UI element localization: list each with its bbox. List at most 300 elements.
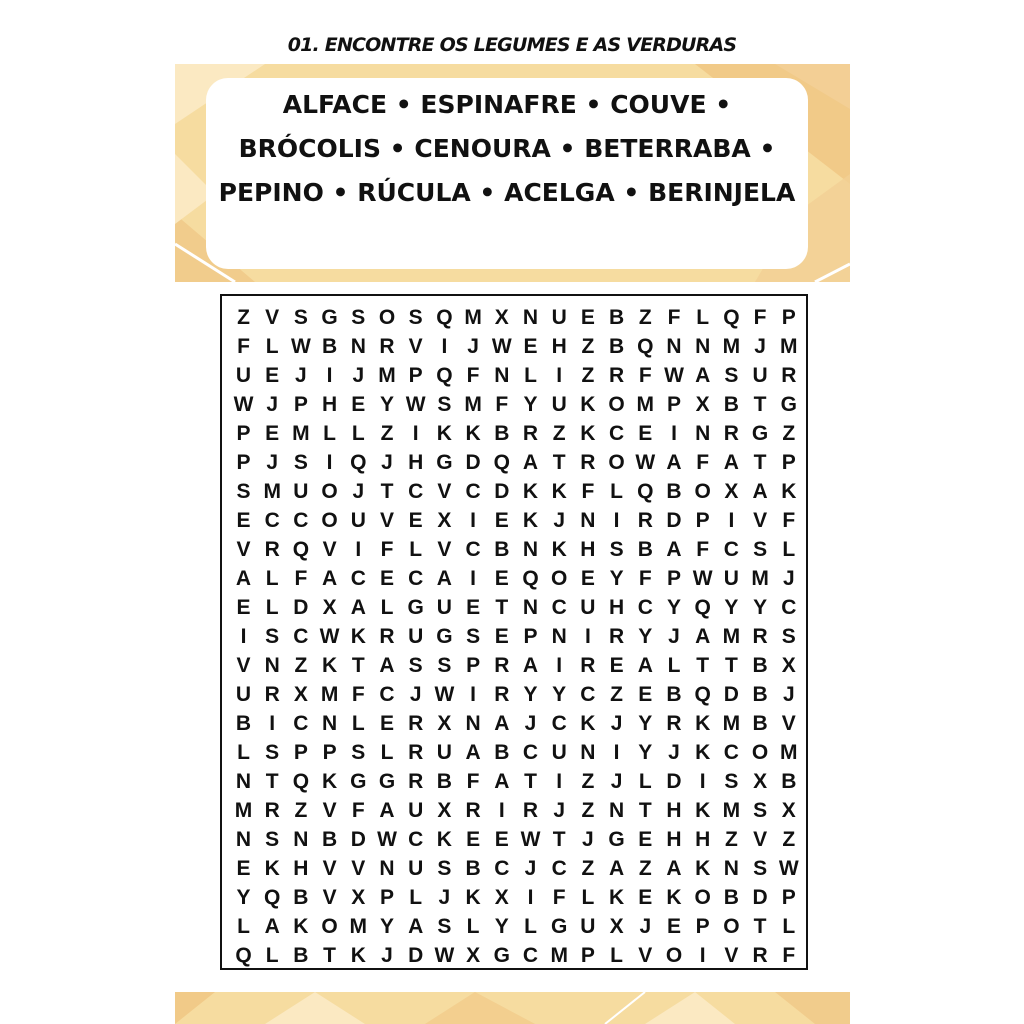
grid-letter[interactable]: R (609, 364, 625, 387)
grid-letter[interactable]: Y (523, 683, 538, 706)
grid-letter[interactable]: I (470, 509, 477, 532)
grid-letter[interactable]: T (380, 480, 394, 503)
grid-letter[interactable]: M (550, 944, 568, 967)
grid-letter[interactable]: T (724, 654, 738, 677)
grid-letter[interactable]: S (351, 741, 366, 764)
grid-letter[interactable]: X (293, 683, 308, 706)
grid-letter[interactable]: V (236, 538, 251, 561)
grid-letter[interactable]: U (408, 857, 424, 880)
grid-letter[interactable]: J (352, 480, 365, 503)
grid-letter[interactable]: W (491, 335, 512, 358)
grid-letter[interactable]: F (782, 509, 796, 532)
grid-letter[interactable]: E (580, 306, 595, 329)
grid-letter[interactable]: N (580, 509, 596, 532)
grid-letter[interactable]: J (524, 857, 537, 880)
grid-letter[interactable]: L (380, 741, 394, 764)
grid-letter[interactable]: S (753, 799, 768, 822)
grid-letter[interactable]: S (781, 625, 796, 648)
grid-letter[interactable]: R (781, 364, 797, 387)
grid-letter[interactable]: Q (694, 683, 711, 706)
grid-letter[interactable]: P (523, 625, 538, 648)
grid-letter[interactable]: L (610, 944, 623, 967)
grid-letter[interactable]: U (752, 364, 768, 387)
grid-letter[interactable]: F (552, 886, 566, 909)
grid-letter[interactable]: M (349, 915, 368, 938)
grid-letter[interactable]: J (266, 393, 279, 416)
grid-letter[interactable]: F (466, 364, 480, 387)
grid-letter[interactable]: X (351, 886, 366, 909)
grid-letter[interactable]: J (266, 451, 279, 474)
grid-letter[interactable]: I (556, 364, 563, 387)
grid-letter[interactable]: R (264, 799, 280, 822)
grid-letter[interactable]: R (580, 451, 596, 474)
grid-letter[interactable]: I (728, 509, 735, 532)
grid-letter[interactable]: W (319, 625, 340, 648)
grid-letter[interactable]: K (580, 393, 596, 416)
grid-letter[interactable]: W (405, 393, 426, 416)
grid-letter[interactable]: J (610, 770, 623, 793)
grid-letter[interactable]: Z (581, 364, 595, 387)
grid-letter[interactable]: R (494, 683, 510, 706)
grid-letter[interactable]: O (751, 741, 769, 764)
grid-letter[interactable]: F (294, 567, 308, 590)
grid-letter[interactable]: Q (436, 364, 453, 387)
grid-letter[interactable]: U (408, 799, 424, 822)
grid-letter[interactable]: V (408, 335, 423, 358)
grid-letter[interactable]: I (613, 509, 620, 532)
grid-letter[interactable]: C (781, 596, 797, 619)
grid-letter[interactable]: U (235, 683, 252, 706)
grid-letter[interactable]: Y (523, 393, 538, 416)
grid-letter[interactable]: W (520, 828, 541, 851)
grid-letter[interactable]: B (322, 828, 338, 851)
grid-letter[interactable]: Y (638, 712, 653, 735)
grid-letter[interactable]: L (237, 915, 250, 938)
grid-letter[interactable]: Q (436, 306, 453, 329)
grid-letter[interactable]: G (780, 393, 797, 416)
grid-letter[interactable]: Z (294, 799, 308, 822)
grid-letter[interactable]: N (379, 857, 395, 880)
grid-letter[interactable]: B (322, 335, 338, 358)
grid-letter[interactable]: I (699, 944, 706, 967)
grid-letter[interactable]: S (236, 480, 251, 503)
grid-letter[interactable]: A (494, 712, 510, 735)
grid-letter[interactable]: N (551, 625, 567, 648)
grid-letter[interactable]: C (379, 683, 395, 706)
grid-letter[interactable]: N (494, 364, 510, 387)
grid-letter[interactable]: D (465, 451, 481, 474)
grid-letter[interactable]: D (666, 509, 682, 532)
grid-letter[interactable]: Y (724, 596, 739, 619)
grid-letter[interactable]: F (696, 538, 710, 561)
grid-letter[interactable]: I (470, 567, 477, 590)
grid-letter[interactable]: M (722, 335, 741, 358)
grid-letter[interactable]: T (351, 654, 365, 677)
grid-letter[interactable]: V (322, 857, 337, 880)
grid-letter[interactable]: K (436, 422, 452, 445)
grid-letter[interactable]: S (437, 393, 452, 416)
grid-letter[interactable]: B (752, 683, 768, 706)
grid-letter[interactable]: R (723, 422, 739, 445)
grid-letter[interactable]: A (637, 654, 653, 677)
grid-letter[interactable]: C (723, 741, 739, 764)
grid-letter[interactable]: J (639, 915, 652, 938)
grid-letter[interactable]: V (265, 306, 280, 329)
grid-letter[interactable]: F (753, 306, 767, 329)
grid-letter[interactable]: B (293, 886, 309, 909)
grid-letter[interactable]: O (321, 915, 338, 938)
grid-letter[interactable]: Q (522, 567, 539, 590)
grid-letter[interactable]: V (724, 944, 739, 967)
grid-letter[interactable]: O (665, 944, 683, 967)
grid-letter[interactable]: F (380, 538, 394, 561)
grid-letter[interactable]: N (522, 538, 539, 561)
grid-letter[interactable]: N (264, 654, 280, 677)
grid-letter[interactable]: G (436, 451, 453, 474)
grid-letter[interactable]: L (380, 596, 394, 619)
grid-letter[interactable]: L (667, 654, 681, 677)
grid-letter[interactable]: C (350, 567, 366, 590)
grid-letter[interactable]: W (778, 857, 799, 880)
grid-letter[interactable]: W (377, 828, 397, 851)
grid-letter[interactable]: U (551, 741, 567, 764)
grid-letter[interactable]: R (264, 683, 280, 706)
grid-letter[interactable]: L (466, 915, 480, 938)
grid-letter[interactable]: C (264, 509, 280, 532)
grid-letter[interactable]: S (437, 654, 452, 677)
grid-letter[interactable]: I (441, 335, 448, 358)
grid-letter[interactable]: W (434, 683, 455, 706)
grid-letter[interactable]: R (666, 712, 682, 735)
grid-letter[interactable]: A (408, 915, 424, 938)
grid-letter[interactable]: Z (581, 770, 595, 793)
grid-letter[interactable]: G (751, 422, 769, 445)
grid-letter[interactable]: L (351, 422, 365, 445)
grid-letter[interactable]: X (724, 480, 739, 503)
grid-letter[interactable]: F (782, 944, 796, 967)
grid-letter[interactable]: O (608, 451, 625, 474)
grid-letter[interactable]: Z (552, 422, 566, 445)
grid-letter[interactable]: G (350, 770, 367, 793)
grid-letter[interactable]: O (723, 915, 740, 938)
grid-letter[interactable]: T (696, 654, 710, 677)
grid-letter[interactable]: B (436, 770, 452, 793)
grid-letter[interactable]: R (752, 944, 768, 967)
grid-letter[interactable]: A (235, 567, 252, 590)
grid-letter[interactable]: E (666, 915, 681, 938)
grid-letter[interactable]: A (695, 625, 711, 648)
grid-letter[interactable]: E (494, 509, 509, 532)
grid-letter[interactable]: O (694, 480, 711, 503)
grid-letter[interactable]: C (609, 422, 625, 445)
grid-letter[interactable]: B (494, 741, 510, 764)
grid-letter[interactable]: J (467, 335, 479, 358)
grid-letter[interactable]: X (437, 509, 452, 532)
grid-letter[interactable]: Z (782, 422, 796, 445)
grid-letter[interactable]: J (668, 625, 680, 648)
grid-letter[interactable]: Y (379, 393, 394, 416)
grid-letter[interactable]: E (466, 828, 481, 851)
grid-letter[interactable]: P (580, 944, 595, 967)
grid-letter[interactable]: K (781, 480, 797, 503)
grid-letter[interactable]: Q (637, 335, 654, 358)
grid-letter[interactable]: J (754, 335, 766, 358)
grid-letter[interactable]: S (724, 364, 739, 387)
grid-letter[interactable]: Y (494, 915, 509, 938)
grid-letter[interactable]: R (408, 770, 424, 793)
grid-letter[interactable]: I (269, 712, 276, 735)
grid-letter[interactable]: B (609, 335, 625, 358)
grid-letter[interactable]: N (322, 712, 338, 735)
grid-letter[interactable]: K (580, 712, 596, 735)
grid-letter[interactable]: C (551, 596, 567, 619)
grid-letter[interactable]: C (408, 480, 424, 503)
grid-letter[interactable]: V (437, 480, 452, 503)
grid-letter[interactable]: C (637, 596, 653, 619)
grid-letter[interactable]: K (293, 915, 309, 938)
grid-letter[interactable]: P (293, 741, 308, 764)
grid-letter[interactable]: M (263, 480, 281, 503)
grid-letter[interactable]: O (321, 509, 338, 532)
grid-letter[interactable]: K (465, 422, 481, 445)
grid-letter[interactable]: A (379, 799, 395, 822)
grid-letter[interactable]: F (667, 306, 681, 329)
grid-letter[interactable]: J (409, 683, 422, 706)
grid-letter[interactable]: A (522, 654, 539, 677)
grid-letter[interactable]: L (610, 480, 623, 503)
grid-letter[interactable]: E (638, 683, 653, 706)
grid-letter[interactable]: C (293, 625, 309, 648)
grid-letter[interactable]: D (293, 596, 309, 619)
grid-letter[interactable]: U (235, 364, 252, 387)
grid-letter[interactable]: S (293, 306, 308, 329)
grid-letter[interactable]: Y (638, 741, 653, 764)
grid-letter[interactable]: C (551, 712, 567, 735)
grid-letter[interactable]: F (696, 451, 710, 474)
grid-letter[interactable]: Z (237, 306, 250, 329)
grid-letter[interactable]: J (582, 828, 594, 851)
grid-letter[interactable]: W (664, 364, 684, 387)
grid-letter[interactable]: Y (379, 915, 394, 938)
grid-letter[interactable]: B (609, 306, 625, 329)
grid-letter[interactable]: N (695, 422, 711, 445)
grid-letter[interactable]: F (581, 480, 595, 503)
grid-letter[interactable]: R (408, 712, 424, 735)
grid-letter[interactable]: R (494, 654, 510, 677)
grid-letter[interactable]: F (237, 335, 250, 358)
grid-letter[interactable]: Q (235, 944, 252, 967)
grid-letter[interactable]: T (638, 799, 652, 822)
grid-letter[interactable]: I (556, 770, 563, 793)
grid-letter[interactable]: E (580, 567, 595, 590)
grid-letter[interactable]: N (350, 335, 366, 358)
grid-letter[interactable]: I (355, 538, 362, 561)
grid-letter[interactable]: J (553, 799, 566, 822)
grid-letter[interactable]: V (351, 857, 366, 880)
grid-letter[interactable]: Q (292, 538, 310, 561)
grid-letter[interactable]: M (722, 799, 741, 822)
grid-letter[interactable]: J (438, 886, 451, 909)
grid-letter[interactable]: M (722, 625, 741, 648)
grid-letter[interactable]: K (350, 944, 366, 967)
grid-letter[interactable]: S (753, 538, 768, 561)
grid-letter[interactable]: P (781, 306, 796, 329)
grid-letter[interactable]: S (265, 741, 280, 764)
grid-letter[interactable]: C (465, 538, 481, 561)
grid-letter[interactable]: X (437, 799, 452, 822)
grid-letter[interactable]: E (379, 712, 394, 735)
grid-letter[interactable]: G (551, 915, 568, 938)
grid-letter[interactable]: J (524, 712, 537, 735)
grid-letter[interactable]: T (323, 944, 336, 967)
grid-letter[interactable]: T (753, 451, 767, 474)
grid-letter[interactable]: K (551, 538, 567, 561)
grid-letter[interactable]: Y (753, 596, 768, 619)
grid-letter[interactable]: E (638, 422, 653, 445)
grid-letter[interactable]: A (609, 857, 625, 880)
grid-letter[interactable]: Z (638, 857, 652, 880)
grid-letter[interactable]: Z (380, 422, 394, 445)
grid-letter[interactable]: F (638, 567, 652, 590)
grid-letter[interactable]: I (584, 625, 591, 648)
grid-letter[interactable]: B (235, 712, 252, 735)
grid-letter[interactable]: J (782, 683, 795, 706)
grid-letter[interactable]: C (408, 828, 424, 851)
grid-letter[interactable]: P (666, 567, 681, 590)
grid-letter[interactable]: N (609, 799, 625, 822)
grid-letter[interactable]: S (437, 915, 452, 938)
grid-letter[interactable]: S (351, 306, 366, 329)
grid-letter[interactable]: P (236, 451, 251, 474)
grid-letter[interactable]: F (466, 770, 480, 793)
grid-letter[interactable]: K (322, 770, 338, 793)
grid-letter[interactable]: J (610, 712, 623, 735)
grid-letter[interactable]: E (236, 596, 251, 619)
grid-letter[interactable]: V (236, 654, 251, 677)
grid-letter[interactable]: K (436, 828, 452, 851)
grid-letter[interactable]: N (666, 335, 682, 358)
grid-letter[interactable]: X (437, 712, 452, 735)
grid-letter[interactable]: L (409, 538, 423, 561)
grid-letter[interactable]: J (295, 364, 307, 387)
grid-letter[interactable]: I (699, 770, 706, 793)
grid-letter[interactable]: I (527, 886, 534, 909)
grid-letter[interactable]: E (638, 886, 653, 909)
grid-letter[interactable]: H (551, 335, 567, 358)
grid-letter[interactable]: L (265, 567, 279, 590)
grid-letter[interactable]: S (609, 538, 624, 561)
grid-letter[interactable]: U (551, 306, 567, 329)
grid-letter[interactable]: Q (350, 451, 367, 474)
grid-letter[interactable]: L (638, 770, 652, 793)
grid-letter[interactable]: K (350, 625, 366, 648)
grid-letter[interactable]: V (753, 828, 768, 851)
grid-letter[interactable]: Q (694, 596, 711, 619)
grid-letter[interactable]: U (408, 625, 424, 648)
grid-letter[interactable]: N (465, 712, 481, 735)
grid-letter[interactable]: H (695, 828, 711, 851)
grid-letter[interactable]: J (352, 364, 365, 387)
grid-letter[interactable]: X (609, 915, 624, 938)
grid-letter[interactable]: L (265, 596, 279, 619)
grid-letter[interactable]: P (408, 364, 423, 387)
grid-letter[interactable]: C (522, 741, 539, 764)
grid-letter[interactable]: A (695, 364, 711, 387)
grid-letter[interactable]: V (322, 799, 337, 822)
grid-letter[interactable]: A (379, 654, 395, 677)
grid-letter[interactable]: N (723, 857, 739, 880)
grid-letter[interactable]: T (524, 770, 537, 793)
grid-letter[interactable]: S (408, 306, 423, 329)
grid-letter[interactable]: W (692, 567, 713, 590)
grid-letter[interactable]: O (551, 567, 568, 590)
grid-letter[interactable]: C (522, 944, 539, 967)
grid-letter[interactable]: Z (581, 799, 595, 822)
grid-letter[interactable]: M (378, 364, 396, 387)
grid-letter[interactable]: Z (782, 828, 796, 851)
grid-letter[interactable]: B (752, 712, 768, 735)
grid-letter[interactable]: K (465, 886, 481, 909)
grid-letter[interactable]: P (666, 393, 681, 416)
grid-letter[interactable]: M (722, 712, 741, 735)
grid-letter[interactable]: E (265, 422, 280, 445)
grid-letter[interactable]: I (671, 422, 677, 445)
grid-letter[interactable]: K (551, 480, 567, 503)
grid-letter[interactable]: P (781, 451, 796, 474)
grid-letter[interactable]: J (553, 509, 566, 532)
grid-letter[interactable]: G (321, 306, 338, 329)
grid-letter[interactable]: V (322, 886, 337, 909)
grid-letter[interactable]: B (723, 393, 739, 416)
grid-letter[interactable]: X (753, 770, 768, 793)
grid-letter[interactable]: A (666, 451, 682, 474)
grid-letter[interactable]: K (580, 422, 596, 445)
grid-letter[interactable]: X (695, 393, 710, 416)
grid-letter[interactable]: P (466, 654, 481, 677)
grid-letter[interactable]: I (556, 654, 563, 677)
grid-letter[interactable]: F (638, 364, 652, 387)
grid-letter[interactable]: S (265, 828, 280, 851)
grid-letter[interactable]: E (523, 335, 538, 358)
grid-letter[interactable]: Y (609, 567, 624, 590)
grid-letter[interactable]: E (494, 828, 509, 851)
grid-letter[interactable]: B (781, 770, 797, 793)
grid-letter[interactable]: C (494, 857, 510, 880)
grid-letter[interactable]: Q (723, 306, 740, 329)
grid-letter[interactable]: O (608, 393, 625, 416)
grid-letter[interactable]: L (782, 538, 796, 561)
grid-letter[interactable]: V (322, 538, 337, 561)
grid-letter[interactable]: V (379, 509, 394, 532)
grid-letter[interactable]: B (465, 857, 481, 880)
grid-letter[interactable]: H (293, 857, 309, 880)
grid-letter[interactable]: R (264, 538, 280, 561)
grid-letter[interactable]: Y (552, 683, 567, 706)
grid-letter[interactable]: D (723, 683, 739, 706)
grid-letter[interactable]: Z (581, 335, 595, 358)
grid-letter[interactable]: J (668, 741, 680, 764)
grid-letter[interactable]: K (522, 480, 539, 503)
grid-letter[interactable]: P (781, 886, 796, 909)
grid-letter[interactable]: Z (638, 306, 652, 329)
grid-letter[interactable]: K (522, 509, 539, 532)
grid-letter[interactable]: V (753, 509, 768, 532)
grid-letter[interactable]: S (724, 770, 739, 793)
grid-letter[interactable]: L (323, 422, 336, 445)
grid-letter[interactable]: Q (264, 886, 281, 909)
grid-letter[interactable]: M (464, 306, 482, 329)
grid-letter[interactable]: R (522, 799, 539, 822)
